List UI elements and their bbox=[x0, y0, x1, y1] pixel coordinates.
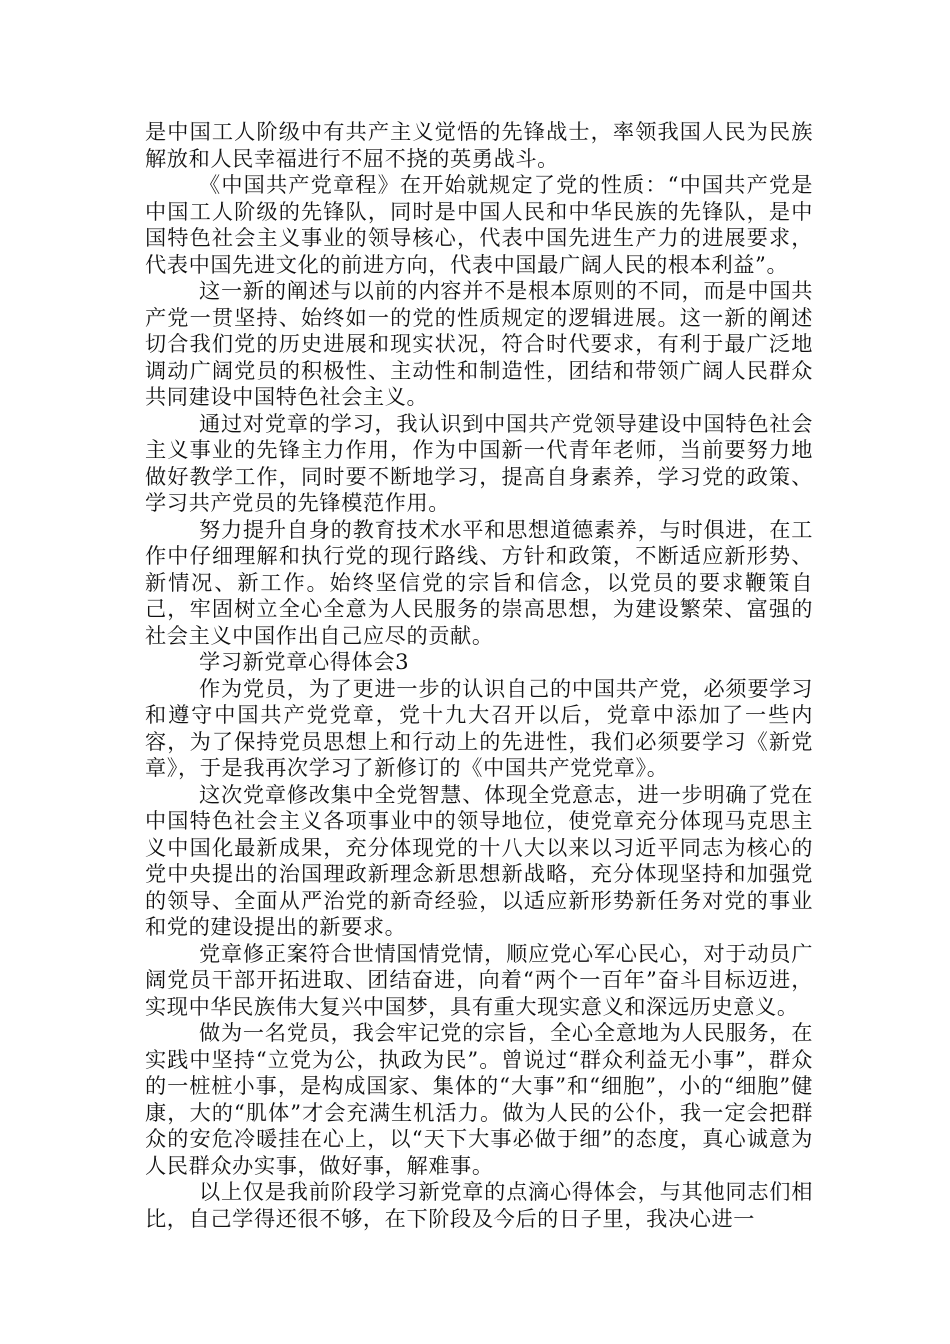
document-body bbox=[145, 119, 813, 1232]
paragraph: 这一新的阐述与以前的内容并不是根本原则的不同，而是中国共产党一贯坚持、始终如一的党的性质规定的逻辑进展。这一新的阐述切合我们党的历史进展和现实状况，符合时代要求，有利于最广泛地调动广阔党员的积极性、主动性和制造性，团结和带领广阔人民群众共同建设中国特色社会主义。 bbox=[145, 278, 813, 409]
paragraph: 以上仅是我前阶段学习新党章的点滴心得体会，与其他同志们相比，自己学得还很不够，在下阶段及今后的日子里，我决心进一 bbox=[145, 1179, 813, 1231]
section-heading: 学习新党章心得体会3 bbox=[199, 649, 410, 674]
paragraph: 做为一名党员，我会牢记党的宗旨，全心全意地为人民服务，在实践中坚持“立党为公，执政为民”。曾说过“群众利益无小事”，群众的一桩桩小事，是构成国家、集体的“大事”和“细胞”，小的“细胞”健康，大的“肌体”才会充满生机活力。做为人民的公仆，我一定会把群众的安危冷暖挂在心上，以“天下大事必做于细”的态度，真心诚意为人民群众办实事，做好事，解难事。 bbox=[145, 1020, 813, 1178]
paragraph: 《中国共产党章程》在开始就规定了党的性质：“中国共产党是中国工人阶级的先锋队，同时是中国人民和中华民族的先锋队，是中国特色社会主义事业的领导核心，代表中国先进生产力的进展要求，代表中国先进文化的前进方向，代表中国最广阔人民的根本利益”。 bbox=[145, 172, 813, 277]
paragraph: 是中国工人阶级中有共产主义觉悟的先锋战士，率领我国人民为民族解放和人民幸福进行不屈不挠的英勇战斗。 bbox=[145, 119, 813, 171]
paragraph: 这次党章修改集中全党智慧、体现全党意志，进一步明确了党在中国特色社会主义各项事业中的领导地位，使党章充分体现马克思主义中国化最新成果，充分体现党的十八大以来以习近平同志为核心的党中央提出的治国理政新理念新思想新战略，充分体现坚持和加强党的领导、全面从严治党的新奇经验，以适应新形势新任务对党的事业和党的建设提出的新要求。 bbox=[145, 781, 813, 939]
paragraph: 党章修正案符合世情国情党情，顺应党心军心民心，对于动员广阔党员干部开拓进取、团结奋进，向着“两个一百年”奋斗目标迈进，实现中华民族伟大复兴中国梦，具有重大现实意义和深远历史意义。 bbox=[145, 940, 813, 1019]
paragraph: 通过对党章的学习，我认识到中国共产党领导建设中国特色社会主义事业的先锋主力作用，作为中国新一代青年老师，当前要努力地做好教学工作，同时要不断地学习，提高自身素养，学习党的政策、学习共产党员的先锋模范作用。 bbox=[145, 410, 813, 515]
paragraph: 努力提升自身的教育技术水平和思想道德素养，与时俱进，在工作中仔细理解和执行党的现行路线、方针和政策，不断适应新形势、新情况、新工作。始终坚信党的宗旨和信念，以党员的要求鞭策自己，牢固树立全心全意为人民服务的崇高思想，为建设繁荣、富强的社会主义中国作出自己应尽的贡献。 bbox=[145, 516, 813, 648]
paragraph: 作为党员，为了更进一步的认识自己的中国共产党，必须要学习和遵守中国共产党党章，党十九大召开以后，党章中添加了一些内容，为了保持党员思想上和行动上的先进性，我们必须要学习《新党章》，于是我再次学习了新修订的《中国共产党党章》。 bbox=[145, 675, 813, 780]
